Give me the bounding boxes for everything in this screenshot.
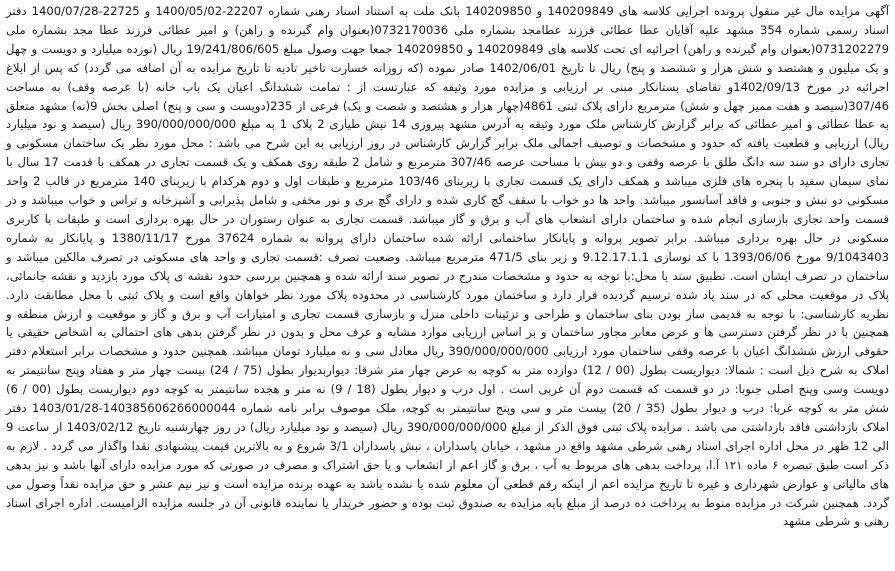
auction-notice-text: آگهی مزایده مال غیر منقول پرونده اجرایی کلاسه های 140209849 و 140209850 بانک ملت به استناد اسناد رهنی شماره 22207-1400/05/02 و 22725-1400/07/28 دفتر اسناد رسمی شماره 354 مشهد علیه آقایان عطا عطائی فرزند عطامجد بشماره ملی 0732170036(بعنوان وام گیرنده و راهن) و امیر عطائی فرزند عطا مجد بشماره ملی 0731202279(بعنوان وام گیرنده و راهن) اجرائیه ای تحت کلاسه های 140209849 و 140209850 جمعا جهت وصول مبلغ 19/241/806/605 ریال (نوزده میلیارد و دویست و چهل و یک میلیون و هشتصد و شش هزار و ششصد و پنج) ریال تا تاریخ 1402/06/01 صادر نموده (که روزانه خسارت تاخیر تادیه تا تاریخ مزایده به آن اضافه می گردد) که پس از ابلاغ اجرائیه در مورخ 1402/09/13و تقاضای بستانکار مبنی بر ارزیابی و مزایده مورد وثیقه که عبارتست از : تمامت ششدانگ اعیان یک باب خانه (با عرصه وقف) به مساحت 307/46(سیصد و هفت ممیز چهل و شش) مترمربع دارای پلاک ثبتی 4861(چهار هزار و هشتصد و شصت و یک) فرعی از 235(دویست و سی و پنج) اصلی بخش 9(نه) مشهد متعلق به عطا عطائی و امیر عطائی که برابر گزارش کارشناس ملک مورد وثیقه به آدرس مشهد پیروزی 14 نبش طیاری 2 پلاک 1 به مبلغ 390/000/000/000 ریال (سیصد و نود میلیارد ریال) ارزیابی و قطعیت یافته که حدود و مشخصات و توصیف اجمالی ملک برابر گزارش کارشناس در روز ارزیابی به این شرح می باشد : محل مورد نظر یک ساختمان مسکونی و تجاری دارای دو سند سه دانگ طلق با عرصه وقفی و دو بیش با مساحت عرصه 307/46 مترمربع و شامل 2 طبقه روی همکف و یک قسمت تجاری در همکف با قدمت 17 سال با نمای سیمان سفید با پنجره های فلزی میباشد و همکف دارای یک قسمت تجاری با زیربنای 103/46 مترمربع و طبقات اول و دوم هرکدام با زیربنای 140 مترمربع در قالب 2 واحد مسکونی دو نبش و جنوبی و فاقد آسانسور میباشد. واحد ها دو خواب با سقف گچ کاری شده و دارای گچ بری و نور مخفی و شامل پذیرایی و آشپزخانه و تراس و خواب میباشد و در قسمت واحد تجاری بازسازی انجام شده و ساختمان دارای انشعاب های آب و برق و گاز میباشد. قسمت تجاری به عنوان رستوران در حال بهره برداری است و طبقات با کاربری مسکونی در حال بهره برداری میباشد. برابر تصویر پروانه و پایانکار ساختمانی ارائه شده ساختمان دارای پروانه به شماره 37624 مورخ 1380/11/17 و پایانکار به شماره 9/1043403 مورخ 1393/06/06 با کد نوسازی 9.12.17.1.1 و زیر بنای 471/5 مترمربع میباشد. وضعیت تصرف :قسمت تجاری و واحد های مسکونی در تصرف مالکین میباشد و ساختمان در تصرف ایشان است. تطبیق سند با محل:با توجه به حدود و مشخصات مندرج در تصویر سند ارائه شده و همچنین بررسی حدود نقشه ی پلاک مورد بازدید و نقشه جانمائی، پلاک در موقعیت محلی که در سند یاد شده ترسیم گردیده قرار دارد و ساختمان مورد کارشناسی در محدوده پلاک مورد نظر خواهان واقع است و پلاک ثبتی با محل مطابقت دارد. نظریه کارشناسی: با توجه به قدیمی ساز بودن بنای ساختمان و طراحی و تزئینات داخلی منزل و بازسازی قسمت تجاری و امتیازات آب و برق و گاز و موقعیت و ارزش منطقه و همچنین با در نظر گرفتن دسترسی ها و عرض معابر مجاور ساختمان و بر اساس ارزیابی موارد مشابه و عرف محل و بدون در نظر گرفتن بدهی های احتمالی به اشخاص حقیقی یا حقوقی ارزش ششدانگ اعیان با عرصه وقفی ساختمان مورد ارزیابی 390/000/000/000 ریال معادل سی و نه میلیارد تومان میباشد. همچنین حدود و مشخصات برابر استعلام دفتر املاک به شرح ذیل است : شمالا: دیواریست بطول (00 / 12) دوازده متر به کوچه به عرض چهار متر شرقا: دیواربدیوار بطول (75 / 24) بیست چهار متر و هفتاد وپنج سانتیمتر به دویست وسی وپنج اصلی جنوبا: در دو قسمت که قسمت دوم آن غربی است . اول درب و دیوار بطول (18 / 9) نه متر و هجده سانتیمتر به کوچه دوم دیواریست بطول (00 / 6) شش متر به کوچه غربا: درب و دیوار بطول (35 / 20) بیست متر و سی وپنج سانتیمتر به کوچه، ملک موصوف برابر نامه شماره 140385606266000044-1403/01/28 دفتر املاک بازداشتی فاقد بازداشتی می باشد . مزایده پلاک ثبتی فوق الذکر از مبلغ 390/000/000/000 ریال (سیصد و نود میلیارد ریال) در روز چهارشنبه تاریخ 1403/02/12 از ساعت 9 الی 12 ظهر در محل اداره اجرای اسناد رهنی شرطی مشهد واقع در مشهد ، خیابان پاسداران ، نبش پاسداران 3/1 شروع و به بالاترین قیمت پیشنهادی نقدا واگذار می گردد . لازم به ذکر است طبق تبصره ۶ ماده ۱۲۱ آ.ا، پرداخت بدهی های مربوط به آب ، برق و گاز اعم از انشعاب و یا حق اشتراک و مصرف در صورتی که مورد مزایده دارای آنها باشد و نیز بدهی های مالیاتی و عوارض شهرداری و غیره تا تاریخ مزایده اعم از اینکه رقم قطعی آن معلوم شده یا نشده باشد به عهده برنده مزایده است و نیز نیم عشر و حق مزایده نقداً وصول می گردد. همچنین شرکت در مزایده منوط به پرداخت ده درصد از مبلغ پایه مزایده به صندوق ثبت بوده و حضور خریدار یا نماینده قانونی آن در جلسه مزایده الزامیست. اداره اجرای اسناد رهنی و شرطی مشهد [6, 4, 890, 529]
